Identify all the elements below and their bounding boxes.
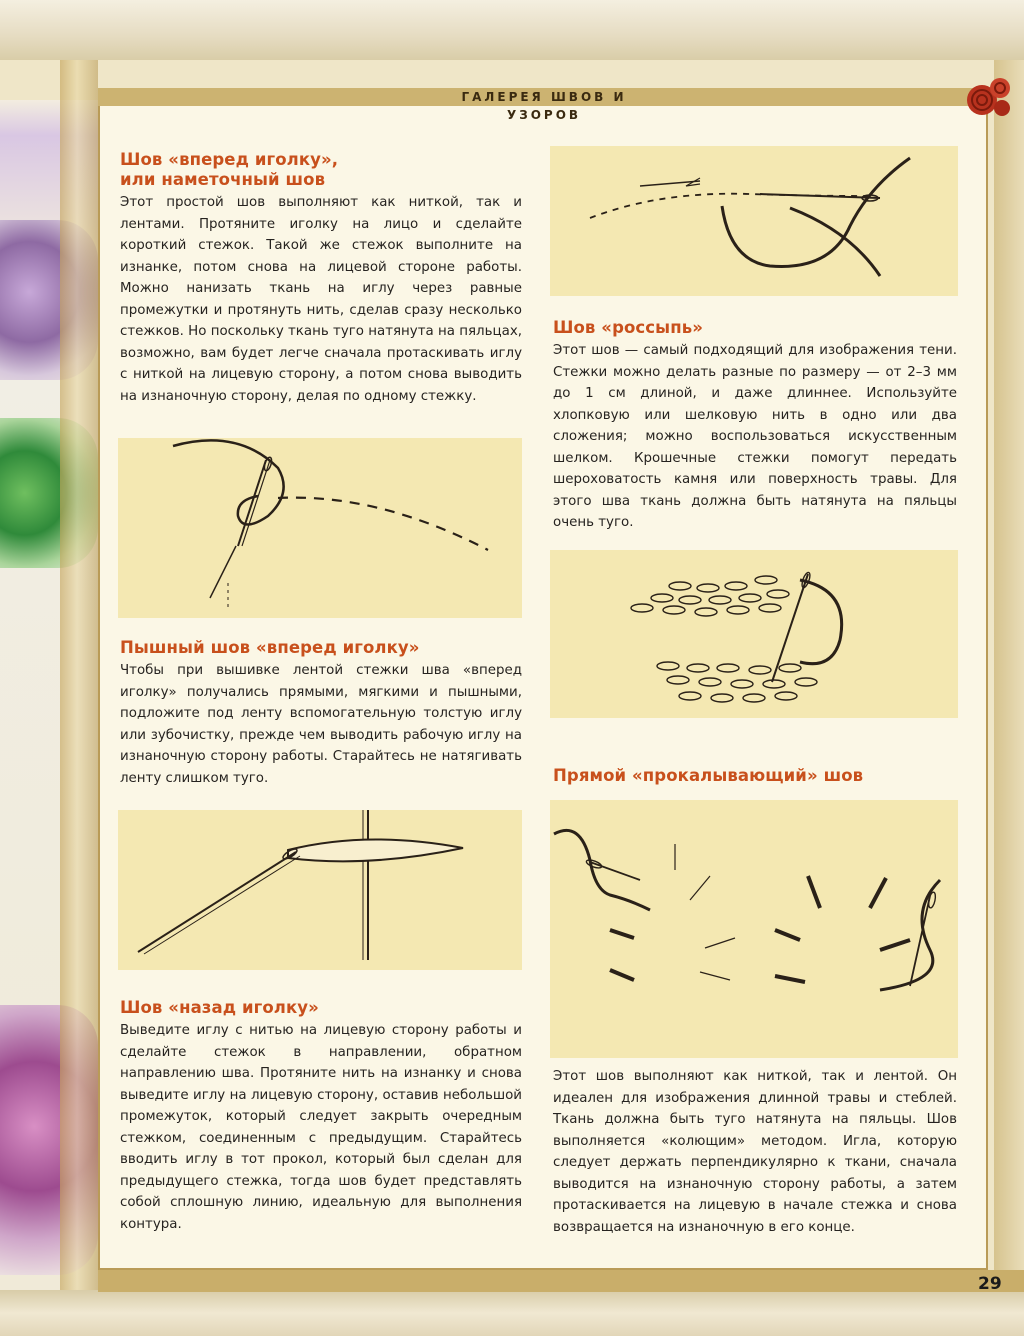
illustration-straight-stab-stitch [550,800,958,1058]
book-frame-right [994,60,1024,1290]
section-text-seed-stitch: Этот шов — самый подходящий для изображения тени. Стежки можно делать разные по размеру — от 2–3 мм до 1 см длиной, и даже длиннее. Используйте хлопковую или шелковую нить в одно или два сложения; можно воспользоваться искусственным шелком. Крошечные стежки помогут передать шероховатость камня или поверхность травы. Для этого шва ткань должна быть натянута на пяльцы очень туго. [553,343,957,530]
footer-band [98,1270,1024,1292]
ribbon-rose-icon [960,72,1014,126]
running-header: ГАЛЕРЕЯ ШВОВ И УЗОРОВ [461,90,627,122]
book-frame-top [0,0,1024,60]
illustration-running-stitch [118,438,522,618]
section-text-puffy-running-stitch: Чтобы при вышивке лентой стежки шва «вперед иголку» получались прямыми, мягкими и пышными, подложите под ленту вспомогательную толстую иглу или зубочистку, прежде чем выводить рабочую иглу на изнаночную сторону работы. Старайтесь не натягивать ленту слишком туго. [120,663,522,786]
book-frame-bottom [0,1290,1024,1336]
page-number: 29 [978,1274,1002,1294]
section-title-straight-stab-stitch: Прямой «прокалывающий» шов [553,766,864,785]
section-title-backstitch: Шов «назад иголку» [120,998,319,1017]
section-text-running-stitch: Этот простой шов выполняют как ниткой, так и лентами. Протяните иголку на лицо и сделайте короткий стежок. Такой же стежок выполните на изнанке, потом снова на лицевой стороне работы. Можно нанизать ткань на иглу через равные промежутки и протянуть нить, сделав сразу несколько стежков. Но поскольку ткань туго натянута на пяльцах, возможно, вам будет легче сначала протаскивать иглу с ниткой на лицевую сторону, а потом снова выводить на изнаночную сторону, делая по одному стежку. [120,195,522,404]
book-spine [60,60,98,1290]
section-title-seed-stitch: Шов «россыпь» [553,318,703,337]
section-text-backstitch: Выведите иглу с нитью на лицевую сторону работы и сделайте стежок в направлении, обратном направлению шва. Протяните нить на изнанку и снова выведите иглу на лицевую сторону, оставив небольшой промежуток, который следует закрыть очередным стежком, соединенным с предыдущим. Старайтесь вводить иглу в тот прокол, который был сделан для предыдущего стежка, тогда шов будет представлять собой сплошную линию, идеальную для выполнения контура. [120,1023,522,1232]
section-title-running-stitch-line1: Шов «вперед иголку», [120,150,339,169]
illustration-puffy-running-stitch [118,810,522,970]
illustration-seed-stitch-2 [550,550,958,718]
section-title-running-stitch-line2: или наметочный шов [120,170,326,189]
section-title-puffy-running-stitch: Пышный шов «вперед иголку» [120,638,420,657]
section-text-straight-stab-stitch: Этот шов выполняют как ниткой, так и лентой. Он идеален для изображения длинной травы и стеблей. Ткань должна быть туго натянута на пяльцы. Шов выполняется «колющим» методом. Игла, которую следует держать перпендикулярно к ткани, сначала выводится на изнаночную сторону работы, а затем протаскивается на лицевую в начале стежка и снова возвращается на изнаночную в его конце. [553,1069,957,1235]
illustration-seed-stitch-1 [550,146,958,296]
